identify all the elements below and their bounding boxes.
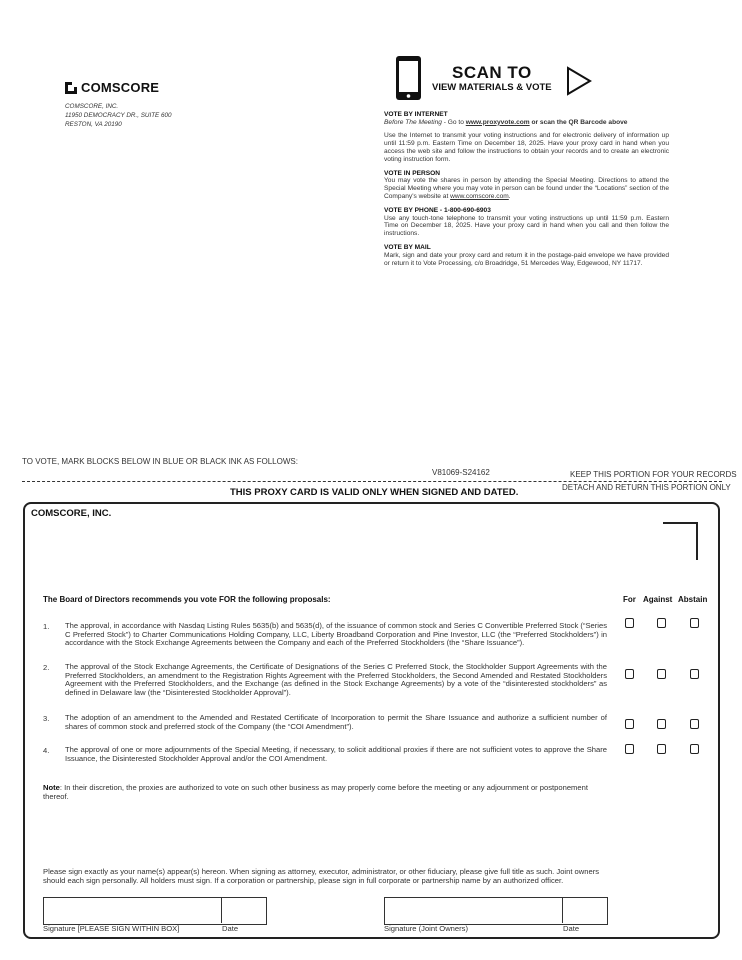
- vote-mail-heading: VOTE BY MAIL: [384, 244, 431, 252]
- logo-text: COMSCORE: [81, 80, 160, 95]
- keep-portion-label: KEEP THIS PORTION FOR YOUR RECORDS: [570, 470, 737, 479]
- before-meeting-label: Before The Meeting: [384, 118, 442, 126]
- address-line: COMSCORE, INC.: [65, 103, 119, 110]
- proposal-3-for-checkbox[interactable]: [625, 719, 634, 729]
- date-label: Date: [222, 924, 239, 933]
- vote-mail-body: Mark, sign and date your proxy card and return it in the postage-paid envelope we have provided or return it to Vote Processing, c/o Broadridge, 51 Mercedes Way, Edgewood, NY 11717.: [384, 252, 669, 267]
- proposal-2-abstain-checkbox[interactable]: [690, 669, 699, 679]
- vote-internet-heading: VOTE BY INTERNET: [384, 111, 448, 118]
- proposal-text: The approval of the Stock Exchange Agreements, the Certificate of Designations of the Series C Preferred Stock, the Stockholder Support Agreements with the Preferred Stockholders, an amendment to the Registration Rights Agreement with the Preferred Stockholders, the Second Amended and Restated Stockholders Agreement with the Preferred Stockholders, and the Exchange (as defined in the Stock Exchange Agreements) by a vote of the “disinterested stockholders” as defined in Delaware law (the “Disinterested Stockholder Approval”).: [65, 662, 607, 697]
- play-arrow-icon: [566, 66, 592, 96]
- note-text: : In their discretion, the proxies are authorized to vote on such other business as may properly come before the meeting or any adjournment or postponement thereof.: [43, 783, 588, 801]
- address-line: RESTON, VA 20190: [65, 121, 122, 128]
- column-against: Against: [643, 595, 673, 604]
- vote-internet-goto: [384, 119, 669, 127]
- proposal-3-against-checkbox[interactable]: [657, 719, 666, 729]
- in-person-end: .: [508, 192, 511, 200]
- detach-line: [22, 481, 722, 482]
- joint-signature-label: Signature (Joint Owners): [384, 924, 468, 933]
- signing-instructions: Please sign exactly as your name(s) appear(s) hereon. When signing as attorney, executor, administrator, or other fiduciary, please give full title as such. Joint owners should each sign personally. All holders must sign. If a corporation or partnership, please sign in full corporate or partnership name by an authorized officer.: [43, 867, 600, 885]
- note-label: Note: [43, 783, 60, 792]
- joint-date-label: Date: [563, 924, 580, 933]
- proposal-4-for-checkbox[interactable]: [625, 744, 634, 754]
- proposal-number: 4.: [43, 746, 50, 755]
- proposal-number: 3.: [43, 714, 50, 723]
- proposal-2-for-checkbox[interactable]: [625, 669, 634, 679]
- vote-in-person-section: [384, 170, 669, 201]
- vote-internet-section: [384, 111, 669, 163]
- proposal-text: The adoption of an amendment to the Amended and Restated Certificate of Incorporation to permit the Share Issuance and authorize a sufficient number of shares of common stock and preferred stock of the Company (the “COI Amendment”).: [65, 713, 607, 731]
- detach-portion-label: DETACH AND RETURN THIS PORTION ONLY: [562, 483, 731, 492]
- board-recommendation: The Board of Directors recommends you vote FOR the following proposals:: [43, 595, 331, 604]
- proposal-2-against-checkbox[interactable]: [657, 669, 666, 679]
- proposal-1-for-checkbox[interactable]: [625, 618, 634, 628]
- mark-instructions: TO VOTE, MARK BLOCKS BELOW IN BLUE OR BLACK INK AS FOLLOWS:: [22, 457, 298, 466]
- scan-title: SCAN TO: [452, 63, 532, 82]
- mobile-phone-icon: [395, 55, 422, 101]
- proxyvote-link[interactable]: www.proxyvote.com: [465, 118, 530, 126]
- company-logo: [65, 80, 159, 95]
- vote-phone-body: Use any touch-tone telephone to transmit your voting instructions up until 11:59 p.m. Eastern Time on December 18, 2025. Have your proxy card in hand when you call and then follow the instructions.: [384, 214, 669, 238]
- signature-box[interactable]: [43, 897, 267, 925]
- proposal-text: The approval, in accordance with Nasdaq Listing Rules 5635(b) and 5635(d), of the issuance of common stock and Series C Convertible Preferred Stock (“Series C Preferred Stock”) to Charter Communications Holding Company, LLC, Liberty Broadband Corporation and Pine Investor, LLC (the “Preferred Stockholders”) in accordance with the Stock Exchange Agreements between the Company and each of the Preferred Stockholders (the “Share Issuance”).: [65, 621, 607, 648]
- proposal-4-abstain-checkbox[interactable]: [690, 744, 699, 754]
- proposal-4-against-checkbox[interactable]: [657, 744, 666, 754]
- signature-label: Signature [PLEASE SIGN WITHIN BOX]: [43, 924, 180, 933]
- control-code: V81069-S24162: [432, 468, 490, 477]
- scan-subtitle: VIEW MATERIALS & VOTE: [432, 82, 552, 93]
- proposal-1-abstain-checkbox[interactable]: [690, 618, 699, 628]
- signature-date-divider: [221, 897, 222, 923]
- vote-phone-heading: VOTE BY PHONE - 1-800-690-6903: [384, 207, 491, 215]
- goto-text: - Go to: [441, 118, 466, 126]
- card-company-name: COMSCORE, INC.: [31, 508, 112, 519]
- vote-mail-section: [384, 244, 669, 267]
- proposal-1-against-checkbox[interactable]: [657, 618, 666, 628]
- comscore-website-link[interactable]: www.comscore.com: [450, 192, 509, 200]
- proposal-number: 2.: [43, 663, 50, 672]
- corner-mark: [663, 522, 698, 560]
- validity-notice: THIS PROXY CARD IS VALID ONLY WHEN SIGNED AND DATED.: [230, 487, 519, 498]
- column-abstain: Abstain: [678, 595, 708, 604]
- qr-text: or scan the QR Barcode above: [529, 118, 628, 126]
- proposal-text: The approval of one or more adjournments of the Special Meeting, if necessary, to solicit additional proxies if there are not sufficient votes to approve the Share Issuance, the Disinterested Stockholder Approval and/or the COI Amendment.: [65, 745, 607, 763]
- proposal-number: 1.: [43, 622, 50, 631]
- voting-instructions: [384, 111, 669, 274]
- address-line: 11950 DEMOCRACY DR., SUITE 600: [65, 112, 172, 119]
- comscore-logo-icon: [65, 82, 77, 94]
- proposal-3-abstain-checkbox[interactable]: [690, 719, 699, 729]
- company-address: [65, 102, 172, 129]
- in-person-text: You may vote the shares in person by attending the Special Meeting. Directions to attend the Special Meeting where you may vote in person can be found under the “Locations” section of the Company's website at: [384, 177, 669, 200]
- vote-phone-section: [384, 207, 669, 238]
- column-for: For: [623, 595, 636, 604]
- vote-in-person-body: [384, 177, 669, 200]
- joint-signature-date-divider: [562, 897, 563, 923]
- joint-signature-box[interactable]: [384, 897, 608, 925]
- vote-in-person-heading: VOTE IN PERSON: [384, 169, 441, 177]
- note-paragraph: [43, 784, 607, 801]
- vote-internet-body: Use the Internet to transmit your voting instructions and for electronic delivery of information up until 11:59 p.m. Eastern Time on December 18, 2025. Have your proxy card in hand when you access the web site and follow the instructions to obtain your records and to create an electronic voting instruction form.: [384, 132, 669, 163]
